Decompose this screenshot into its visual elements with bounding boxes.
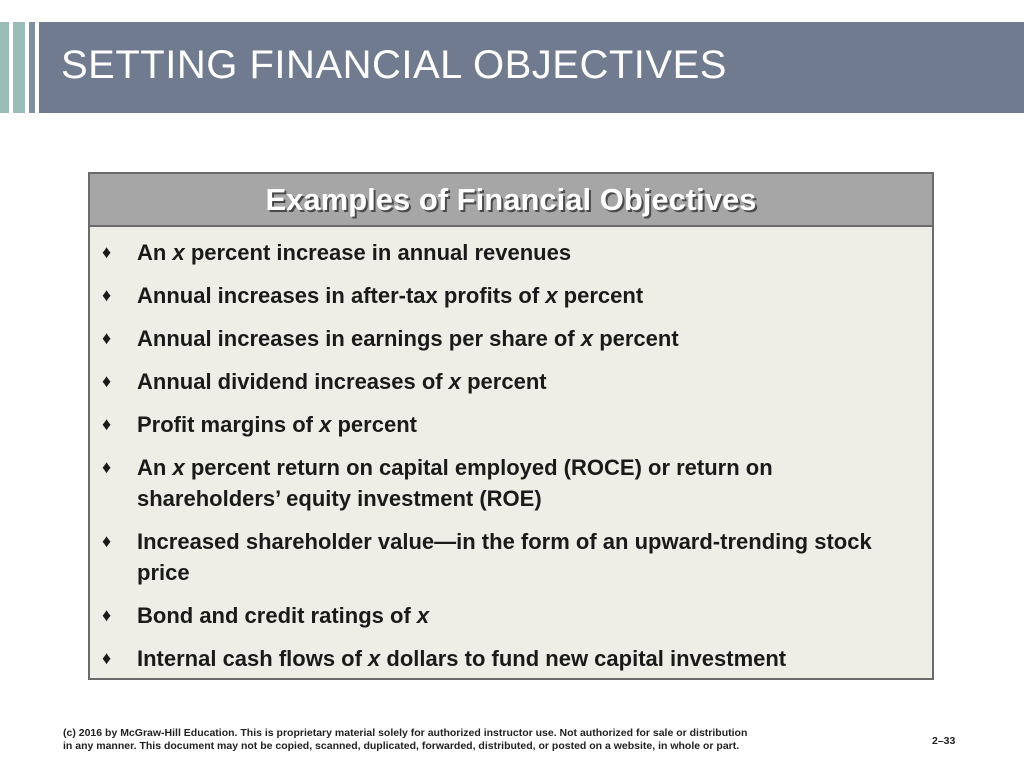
list-item: [90, 280, 932, 311]
diamond-bullet-icon: ♦: [102, 328, 112, 348]
list-item-text: Annual increases in after-tax profits of x percent: [137, 283, 644, 308]
list-item: [90, 237, 932, 268]
table-title: Examples of Financial Objectives: [265, 181, 757, 217]
diamond-bullet-icon: ♦: [102, 285, 112, 305]
list-item: [90, 643, 932, 674]
list-item-text: An x percent return on capital employed (ROCE) or return on shareholders’ equity investment (ROE): [137, 455, 773, 511]
copyright-line-2: in any manner. This document may not be copied, scanned, duplicated, forwarded, distributed, or posted on a website, in whole or part.: [63, 740, 740, 752]
accent-stripe: [29, 22, 35, 113]
list-item-text: An x percent increase in annual revenues: [137, 240, 572, 265]
page-number: 2–33: [932, 735, 956, 747]
list-item-text: Internal cash flows of x dollars to fund new capital investment: [137, 646, 787, 671]
list-item-text: Bond and credit ratings of x: [137, 603, 430, 628]
copyright-notice: [63, 727, 823, 753]
table-header: [90, 174, 932, 227]
list-item: [90, 526, 932, 588]
diamond-bullet-icon: ♦: [102, 242, 112, 262]
list-item-text: Increased shareholder value—in the form of an upward-trending stock price: [137, 529, 872, 585]
diamond-bullet-icon: ♦: [102, 531, 112, 551]
accent-stripe: [13, 22, 25, 113]
diamond-bullet-icon: ♦: [102, 371, 112, 391]
diamond-bullet-icon: ♦: [102, 605, 112, 625]
list-item: [90, 366, 932, 397]
list-item: [90, 409, 932, 440]
diamond-bullet-icon: ♦: [102, 414, 112, 434]
list-item-text: Annual dividend increases of x percent: [137, 369, 547, 394]
accent-stripe: [0, 22, 9, 113]
diamond-bullet-icon: ♦: [102, 457, 112, 477]
list-item: [90, 323, 932, 354]
list-item: [90, 600, 932, 631]
list-item: [90, 452, 932, 514]
diamond-bullet-icon: ♦: [102, 648, 112, 668]
objectives-table: [88, 172, 934, 680]
list-item-text: Annual increases in earnings per share of x percent: [137, 326, 679, 351]
list-item-text: Profit margins of x percent: [137, 412, 417, 437]
copyright-line-1: (c) 2016 by McGraw-Hill Education. This is proprietary material solely for authorized instructor use. Not authorized for sale or distribution: [63, 727, 748, 739]
slide-title: SETTING FINANCIAL OBJECTIVES: [61, 43, 727, 87]
objectives-list: [90, 227, 932, 674]
